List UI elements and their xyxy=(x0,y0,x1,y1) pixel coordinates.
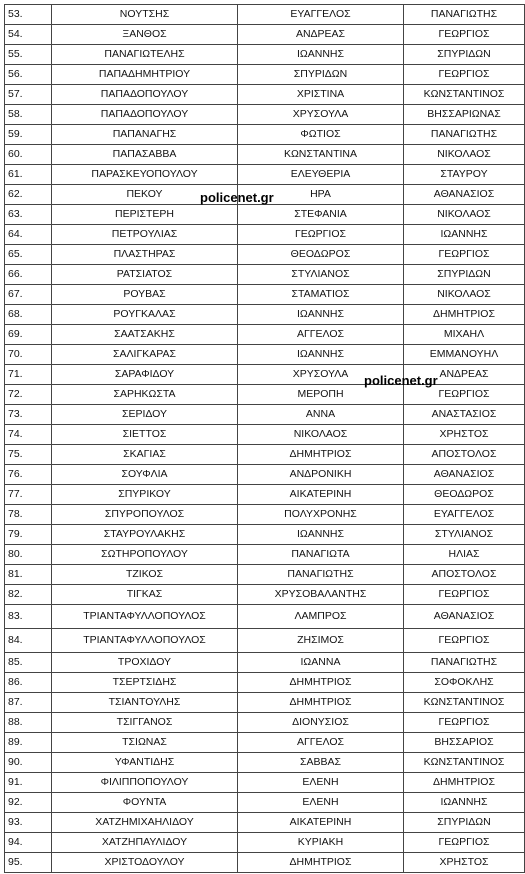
first-name-cell: ΔΗΜΗΤΡΙΟΣ xyxy=(238,693,404,713)
first-name-cell: ΧΡΥΣΟΥΛΑ xyxy=(238,105,404,125)
first-name-cell: ΕΛΕΝΗ xyxy=(238,793,404,813)
row-number: 72. xyxy=(5,385,52,405)
row-number: 56. xyxy=(5,65,52,85)
names-table xyxy=(4,4,525,873)
surname-cell: ΤΖΙΚΟΣ xyxy=(52,565,238,585)
father-name-cell: ΓΕΩΡΓΙΟΣ xyxy=(404,25,525,45)
surname-cell: ΣΑΑΤΣΑΚΗΣ xyxy=(52,325,238,345)
father-name-cell: ΣΤΥΛΙΑΝΟΣ xyxy=(404,525,525,545)
row-number: 91. xyxy=(5,773,52,793)
first-name-cell: ΝΙΚΟΛΑΟΣ xyxy=(238,425,404,445)
row-number: 83. xyxy=(5,605,52,629)
row-number: 53. xyxy=(5,5,52,25)
father-name-cell: ΓΕΩΡΓΙΟΣ xyxy=(404,713,525,733)
row-number: 87. xyxy=(5,693,52,713)
first-name-cell: ΕΛΕΥΘΕΡΙΑ xyxy=(238,165,404,185)
surname-cell: ΡΟΥΒΑΣ xyxy=(52,285,238,305)
first-name-cell: ΔΗΜΗΤΡΙΟΣ xyxy=(238,673,404,693)
first-name-cell: ΘΕΟΔΩΡΟΣ xyxy=(238,245,404,265)
father-name-cell: ΓΕΩΡΓΙΟΣ xyxy=(404,585,525,605)
first-name-cell: ΧΡΙΣΤΙΝΑ xyxy=(238,85,404,105)
surname-cell: ΣΑΡΑΦΙΔΟΥ xyxy=(52,365,238,385)
first-name-cell: ΧΡΥΣΟΥΛΑ xyxy=(238,365,404,385)
father-name-cell: ΑΝΑΣΤΑΣΙΟΣ xyxy=(404,405,525,425)
surname-cell: ΣΕΡΙΔΟΥ xyxy=(52,405,238,425)
row-number: 71. xyxy=(5,365,52,385)
row-number: 60. xyxy=(5,145,52,165)
surname-cell: ΠΑΠΑΣΑΒΒΑ xyxy=(52,145,238,165)
row-number: 78. xyxy=(5,505,52,525)
surname-cell: ΤΣΕΡΤΣΙΔΗΣ xyxy=(52,673,238,693)
surname-cell: ΣΠΥΡΟΠΟΥΛΟΣ xyxy=(52,505,238,525)
table-row xyxy=(5,425,525,445)
table-row xyxy=(5,653,525,673)
father-name-cell: ΒΗΣΣΑΡΙΩΝΑΣ xyxy=(404,105,525,125)
surname-cell: ΣΩΤΗΡΟΠΟΥΛΟΥ xyxy=(52,545,238,565)
row-number: 81. xyxy=(5,565,52,585)
watermark: policenet.gr xyxy=(364,373,438,388)
father-name-cell: ΕΜΜΑΝΟΥΗΛ xyxy=(404,345,525,365)
father-name-cell: ΗΛΙΑΣ xyxy=(404,545,525,565)
table-row xyxy=(5,465,525,485)
surname-cell: ΠΕΡΙΣΤΕΡΗ xyxy=(52,205,238,225)
first-name-cell: ΑΝΔΡΟΝΙΚΗ xyxy=(238,465,404,485)
row-number: 63. xyxy=(5,205,52,225)
surname-cell: ΤΡΙΑΝΤΑΦΥΛΛΟΠΟΥΛΟΣ xyxy=(52,629,238,653)
father-name-cell: ΑΘΑΝΑΣΙΟΣ xyxy=(404,605,525,629)
table-row xyxy=(5,713,525,733)
row-number: 80. xyxy=(5,545,52,565)
father-name-cell: ΠΑΝΑΓΙΩΤΗΣ xyxy=(404,5,525,25)
table-row xyxy=(5,693,525,713)
first-name-cell: ΙΩΑΝΝΗΣ xyxy=(238,525,404,545)
table-row xyxy=(5,813,525,833)
surname-cell: ΣΚΑΓΙΑΣ xyxy=(52,445,238,465)
father-name-cell: ΓΕΩΡΓΙΟΣ xyxy=(404,385,525,405)
surname-cell: ΠΛΑΣΤΗΡΑΣ xyxy=(52,245,238,265)
table-row xyxy=(5,565,525,585)
row-number: 75. xyxy=(5,445,52,465)
first-name-cell: ΕΥΑΓΓΕΛΟΣ xyxy=(238,5,404,25)
row-number: 58. xyxy=(5,105,52,125)
surname-cell: ΤΣΙΩΝΑΣ xyxy=(52,733,238,753)
surname-cell: ΠΑΠΑΔΗΜΗΤΡΙΟΥ xyxy=(52,65,238,85)
surname-cell: ΤΣΙΓΓΑΝΟΣ xyxy=(52,713,238,733)
surname-cell: ΞΑΝΘΟΣ xyxy=(52,25,238,45)
table-row xyxy=(5,793,525,813)
table-row xyxy=(5,405,525,425)
surname-cell: ΤΣΙΑΝΤΟΥΛΗΣ xyxy=(52,693,238,713)
row-number: 57. xyxy=(5,85,52,105)
father-name-cell: ΣΠΥΡΙΔΩΝ xyxy=(404,265,525,285)
row-number: 62. xyxy=(5,185,52,205)
row-number: 94. xyxy=(5,833,52,853)
surname-cell: ΠΑΡΑΣΚΕΥΟΠΟΥΛΟΥ xyxy=(52,165,238,185)
table-row xyxy=(5,585,525,605)
table-row xyxy=(5,45,525,65)
surname-cell: ΡΑΤΣΙΑΤΟΣ xyxy=(52,265,238,285)
first-name-cell: ΣΤΥΛΙΑΝΟΣ xyxy=(238,265,404,285)
surname-cell: ΦΙΛΙΠΠΟΠΟΥΛΟΥ xyxy=(52,773,238,793)
first-name-cell: ΑΝΔΡΕΑΣ xyxy=(238,25,404,45)
father-name-cell: ΠΑΝΑΓΙΩΤΗΣ xyxy=(404,653,525,673)
father-name-cell: ΑΠΟΣΤΟΛΟΣ xyxy=(404,565,525,585)
surname-cell: ΣΤΑΥΡΟΥΛΑΚΗΣ xyxy=(52,525,238,545)
row-number: 86. xyxy=(5,673,52,693)
first-name-cell: ΔΗΜΗΤΡΙΟΣ xyxy=(238,445,404,465)
table-row xyxy=(5,5,525,25)
father-name-cell: ΠΑΝΑΓΙΩΤΗΣ xyxy=(404,125,525,145)
row-number: 90. xyxy=(5,753,52,773)
first-name-cell: ΕΛΕΝΗ xyxy=(238,773,404,793)
row-number: 88. xyxy=(5,713,52,733)
father-name-cell: ΣΤΑΥΡΟΥ xyxy=(404,165,525,185)
surname-cell: ΧΡΙΣΤΟΔΟΥΛΟΥ xyxy=(52,853,238,873)
table-row xyxy=(5,365,525,385)
first-name-cell: ΠΟΛΥΧΡΟΝΗΣ xyxy=(238,505,404,525)
first-name-cell: ΠΑΝΑΓΙΩΤΑ xyxy=(238,545,404,565)
row-number: 54. xyxy=(5,25,52,45)
surname-cell: ΥΦΑΝΤΙΔΗΣ xyxy=(52,753,238,773)
first-name-cell: ΔΙΟΝΥΣΙΟΣ xyxy=(238,713,404,733)
first-name-cell: ΖΗΣΙΜΟΣ xyxy=(238,629,404,653)
father-name-cell: ΘΕΟΔΩΡΟΣ xyxy=(404,485,525,505)
father-name-cell: ΝΙΚΟΛΑΟΣ xyxy=(404,145,525,165)
row-number: 95. xyxy=(5,853,52,873)
first-name-cell: ΣΠΥΡΙΔΩΝ xyxy=(238,65,404,85)
surname-cell: ΠΑΠΑΔΟΠΟΥΛΟΥ xyxy=(52,105,238,125)
first-name-cell: ΙΩΑΝΝΗΣ xyxy=(238,45,404,65)
father-name-cell: ΑΘΑΝΑΣΙΟΣ xyxy=(404,465,525,485)
table-row xyxy=(5,245,525,265)
row-number: 59. xyxy=(5,125,52,145)
father-name-cell: ΑΝΔΡΕΑΣ xyxy=(404,365,525,385)
row-number: 73. xyxy=(5,405,52,425)
row-number: 61. xyxy=(5,165,52,185)
father-name-cell: ΚΩΝΣΤΑΝΤΙΝΟΣ xyxy=(404,85,525,105)
father-name-cell: ΓΕΩΡΓΙΟΣ xyxy=(404,245,525,265)
table-row xyxy=(5,833,525,853)
first-name-cell: ΠΑΝΑΓΙΩΤΗΣ xyxy=(238,565,404,585)
father-name-cell: ΙΩΑΝΝΗΣ xyxy=(404,225,525,245)
table-row xyxy=(5,753,525,773)
table-row xyxy=(5,65,525,85)
table-row xyxy=(5,505,525,525)
table-row xyxy=(5,385,525,405)
surname-cell: ΤΙΓΚΑΣ xyxy=(52,585,238,605)
father-name-cell: ΒΗΣΣΑΡΙΟΣ xyxy=(404,733,525,753)
table-row xyxy=(5,673,525,693)
table-row xyxy=(5,105,525,125)
father-name-cell: ΕΥΑΓΓΕΛΟΣ xyxy=(404,505,525,525)
row-number: 70. xyxy=(5,345,52,365)
first-name-cell: ΑΙΚΑΤΕΡΙΝΗ xyxy=(238,485,404,505)
surname-cell: ΤΡΟΧΙΔΟΥ xyxy=(52,653,238,673)
first-name-cell: ΣΤΑΜΑΤΙΟΣ xyxy=(238,285,404,305)
father-name-cell: ΓΕΩΡΓΙΟΣ xyxy=(404,65,525,85)
father-name-cell: ΝΙΚΟΛΑΟΣ xyxy=(404,205,525,225)
first-name-cell: ΣΑΒΒΑΣ xyxy=(238,753,404,773)
father-name-cell: ΝΙΚΟΛΑΟΣ xyxy=(404,285,525,305)
table-row xyxy=(5,225,525,245)
table-row xyxy=(5,265,525,285)
first-name-cell: ΧΡΥΣΟΒΑΛΑΝΤΗΣ xyxy=(238,585,404,605)
row-number: 68. xyxy=(5,305,52,325)
first-name-cell: ΑΙΚΑΤΕΡΙΝΗ xyxy=(238,813,404,833)
father-name-cell: ΓΕΩΡΓΙΟΣ xyxy=(404,629,525,653)
first-name-cell: ΗΡΑ xyxy=(238,185,404,205)
first-name-cell: ΑΓΓΕΛΟΣ xyxy=(238,733,404,753)
father-name-cell: ΜΙΧΑΗΛ xyxy=(404,325,525,345)
first-name-cell: ΑΓΓΕΛΟΣ xyxy=(238,325,404,345)
first-name-cell: ΙΩΑΝΝΗΣ xyxy=(238,305,404,325)
surname-cell: ΠΑΝΑΓΙΩΤΕΛΗΣ xyxy=(52,45,238,65)
row-number: 79. xyxy=(5,525,52,545)
table-row xyxy=(5,125,525,145)
table-body xyxy=(5,5,525,873)
table-row xyxy=(5,525,525,545)
father-name-cell: ΚΩΝΣΤΑΝΤΙΝΟΣ xyxy=(404,753,525,773)
father-name-cell: ΣΟΦΟΚΛΗΣ xyxy=(404,673,525,693)
father-name-cell: ΑΠΟΣΤΟΛΟΣ xyxy=(404,445,525,465)
surname-cell: ΧΑΤΖΗΠΑΥΛΙΔΟΥ xyxy=(52,833,238,853)
surname-cell: ΠΕΤΡΟΥΛΙΑΣ xyxy=(52,225,238,245)
row-number: 82. xyxy=(5,585,52,605)
father-name-cell: ΧΡΗΣΤΟΣ xyxy=(404,425,525,445)
father-name-cell: ΑΘΑΝΑΣΙΟΣ xyxy=(404,185,525,205)
row-number: 85. xyxy=(5,653,52,673)
first-name-cell: ΛΑΜΠΡΟΣ xyxy=(238,605,404,629)
row-number: 84. xyxy=(5,629,52,653)
father-name-cell: ΔΗΜΗΤΡΙΟΣ xyxy=(404,305,525,325)
table-row xyxy=(5,605,525,629)
surname-cell: ΣΑΡΗΚΩΣΤΑ xyxy=(52,385,238,405)
first-name-cell: ΓΕΩΡΓΙΟΣ xyxy=(238,225,404,245)
surname-cell: ΣΙΕΤΤΟΣ xyxy=(52,425,238,445)
table-row xyxy=(5,305,525,325)
row-number: 67. xyxy=(5,285,52,305)
row-number: 77. xyxy=(5,485,52,505)
row-number: 65. xyxy=(5,245,52,265)
father-name-cell: ΧΡΗΣΤΟΣ xyxy=(404,853,525,873)
first-name-cell: ΜΕΡΟΠΗ xyxy=(238,385,404,405)
first-name-cell: ΦΩΤΙΟΣ xyxy=(238,125,404,145)
table-row xyxy=(5,545,525,565)
table-row xyxy=(5,733,525,753)
surname-cell: ΣΑΛΙΓΚΑΡΑΣ xyxy=(52,345,238,365)
row-number: 74. xyxy=(5,425,52,445)
table-row xyxy=(5,773,525,793)
row-number: 55. xyxy=(5,45,52,65)
surname-cell: ΡΟΥΓΚΑΛΑΣ xyxy=(52,305,238,325)
table-row xyxy=(5,85,525,105)
surname-cell: ΠΕΚΟΥ xyxy=(52,185,238,205)
table-row xyxy=(5,485,525,505)
first-name-cell: ΙΩΑΝΝΑ xyxy=(238,653,404,673)
row-number: 69. xyxy=(5,325,52,345)
father-name-cell: ΣΠΥΡΙΔΩΝ xyxy=(404,813,525,833)
first-name-cell: ΚΩΝΣΤΑΝΤΙΝΑ xyxy=(238,145,404,165)
surname-cell: ΧΑΤΖΗΜΙΧΑΗΛΙΔΟΥ xyxy=(52,813,238,833)
first-name-cell: ΚΥΡΙΑΚΗ xyxy=(238,833,404,853)
surname-cell: ΠΑΠΑΝΑΓΗΣ xyxy=(52,125,238,145)
table-row xyxy=(5,25,525,45)
watermark: policenet.gr xyxy=(200,190,274,205)
table-row xyxy=(5,145,525,165)
table-row xyxy=(5,345,525,365)
surname-cell: ΝΟΥΤΣΗΣ xyxy=(52,5,238,25)
table-row xyxy=(5,165,525,185)
first-name-cell: ΙΩΑΝΝΗΣ xyxy=(238,345,404,365)
row-number: 66. xyxy=(5,265,52,285)
table-row xyxy=(5,853,525,873)
table-row xyxy=(5,325,525,345)
row-number: 64. xyxy=(5,225,52,245)
row-number: 89. xyxy=(5,733,52,753)
father-name-cell: ΣΠΥΡΙΔΩΝ xyxy=(404,45,525,65)
surname-cell: ΣΟΥΦΛΙΑ xyxy=(52,465,238,485)
father-name-cell: ΙΩΑΝΝΗΣ xyxy=(404,793,525,813)
table-row xyxy=(5,205,525,225)
surname-cell: ΤΡΙΑΝΤΑΦΥΛΛΟΠΟΥΛΟΣ xyxy=(52,605,238,629)
surname-cell: ΠΑΠΑΔΟΠΟΥΛΟΥ xyxy=(52,85,238,105)
row-number: 92. xyxy=(5,793,52,813)
table-row xyxy=(5,445,525,465)
table-row xyxy=(5,285,525,305)
father-name-cell: ΓΕΩΡΓΙΟΣ xyxy=(404,833,525,853)
father-name-cell: ΔΗΜΗΤΡΙΟΣ xyxy=(404,773,525,793)
surname-cell: ΦΟΥΝΤΑ xyxy=(52,793,238,813)
surname-cell: ΣΠΥΡΙΚΟΥ xyxy=(52,485,238,505)
first-name-cell: ΣΤΕΦΑΝΙΑ xyxy=(238,205,404,225)
father-name-cell: ΚΩΝΣΤΑΝΤΙΝΟΣ xyxy=(404,693,525,713)
row-number: 76. xyxy=(5,465,52,485)
table-row xyxy=(5,629,525,653)
row-number: 93. xyxy=(5,813,52,833)
first-name-cell: ΑΝΝΑ xyxy=(238,405,404,425)
first-name-cell: ΔΗΜΗΤΡΙΟΣ xyxy=(238,853,404,873)
